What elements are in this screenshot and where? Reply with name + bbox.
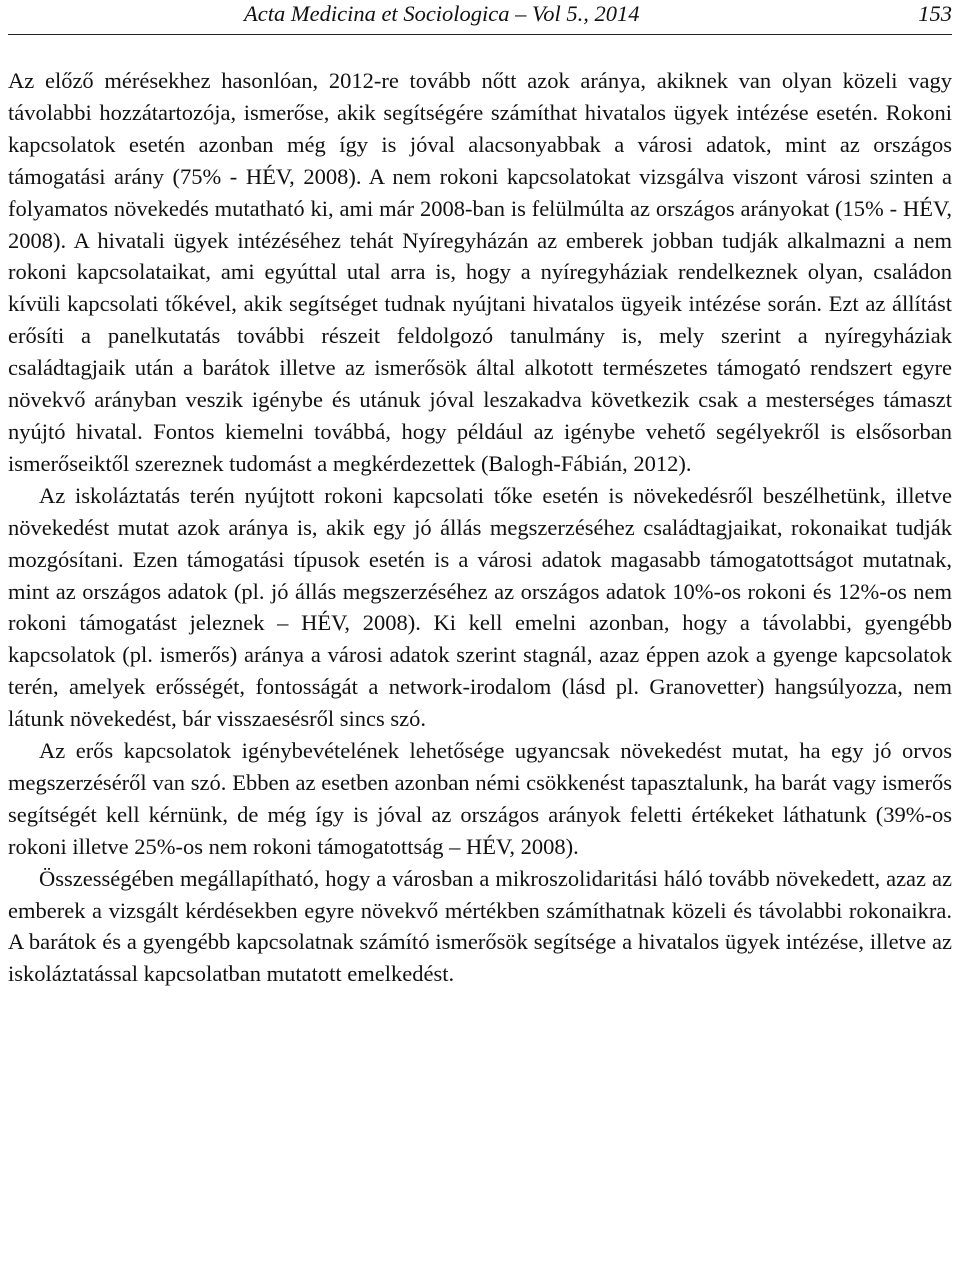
document-page	[8, 0, 952, 990]
paragraph-4: Összességében megállapítható, hogy a városban a mikroszolidaritási háló tovább növekedett, azaz az emberek a vizsgált kérdésekben egyre növekvő mértékben számíthatnak közeli és távolabbi rokonaikra. A barátok és a gyengébb kapcsolatnak számító ismerősök segítsége a hivatalos ügyek intézése, illetve az iskoláztatással kapcsolatban mutatott emelkedést.	[8, 865, 952, 987]
paragraph-1: Az előző mérésekhez hasonlóan, 2012-re tovább nőtt azok aránya, akiknek van olyan közeli vagy távolabbi hozzátartozója, ismerőse, akik segítségére számíthat hivatalos ügyek intézése esetén. Rokoni kapcsolatok esetén azonban még így is jóval alacsonyabbak a városi adatok, mint az országos támogatási arány (75% - HÉV, 2008). A nem rokoni kapcsolatokat vizsgálva viszont városi szinten a folyamatos növekedés mutatható ki, ami már 2008-ban is felülmúlta az országos arányokat (15% - HÉV, 2008). A hivatali ügyek intézéséhez tehát Nyíregyházán az emberek jobban tudják alkalmazni a nem rokoni kapcsolataikat, ami egyúttal utal arra is, hogy a nyíregyháziak rendelkeznek olyan, családon kívüli kapcsolati tőkével, akik segítséget tudnak nyújtani hivatalos ügyeik intézése során. Ezt az állítást erősíti a panelkutatás további részeit feldolgozó tanulmány is, mely szerint a nyíregyháziak családtagjaik után a barátok illetve az ismerősök által alkotott természetes támogató rendszert egyre növekvő arányban veszik igénybe és utánuk jóval leszakadva következik csak a mesterséges támaszt nyújtó hivatal. Fontos kiemelni továbbá, hogy például az igénybe vehető segélyekről is elsősorban ismerőseiktől szereznek tudomást a megkérdezettek (Balogh-Fábián, 2012).	[8, 68, 952, 476]
body-text	[8, 65, 952, 990]
journal-title: Acta Medicina et Sociologica – Vol 5., 2014	[244, 1, 640, 26]
page-number: 153	[918, 1, 952, 26]
running-header	[8, 0, 952, 35]
paragraph-2: Az iskoláztatás terén nyújtott rokoni kapcsolati tőke esetén is növekedésről beszélhetünk, illetve növekedést mutat azok aránya is, akik egy jó állás megszerzéséhez családtagjaikat, rokonaikat tudják mozgósítani. Ezen támogatási típusok esetén is a városi adatok magasabb támogatottságot mutatnak, mint az országos adatok (pl. jó állás megszerzéséhez az országos adatok 10%-os rokoni és 12%-os nem rokoni támogatást jeleznek – HÉV, 2008). Ki kell emelni azonban, hogy a távolabbi, gyengébb kapcsolatok (pl. ismerős) aránya a városi adatok szerint stagnál, azaz éppen azok a gyenge kapcsolatok terén, amelyek erősségét, fontosságát a network-irodalom (lásd pl. Granovetter) hangsúlyozza, nem látunk növekedést, bár visszaesésről sincs szó.	[8, 482, 952, 732]
paragraph-3: Az erős kapcsolatok igénybevételének lehetősége ugyancsak növekedést mutat, ha egy jó orvos megszerzéséről van szó. Ebben az esetben azonban némi csökkenést tapasztalunk, ha barát vagy ismerős segítségét kell kérnünk, de még így is jóval az országos arányok feletti értékeket láthatunk (39%-os rokoni illetve 25%-os nem rokoni támogatottság – HÉV, 2008).	[8, 738, 952, 859]
